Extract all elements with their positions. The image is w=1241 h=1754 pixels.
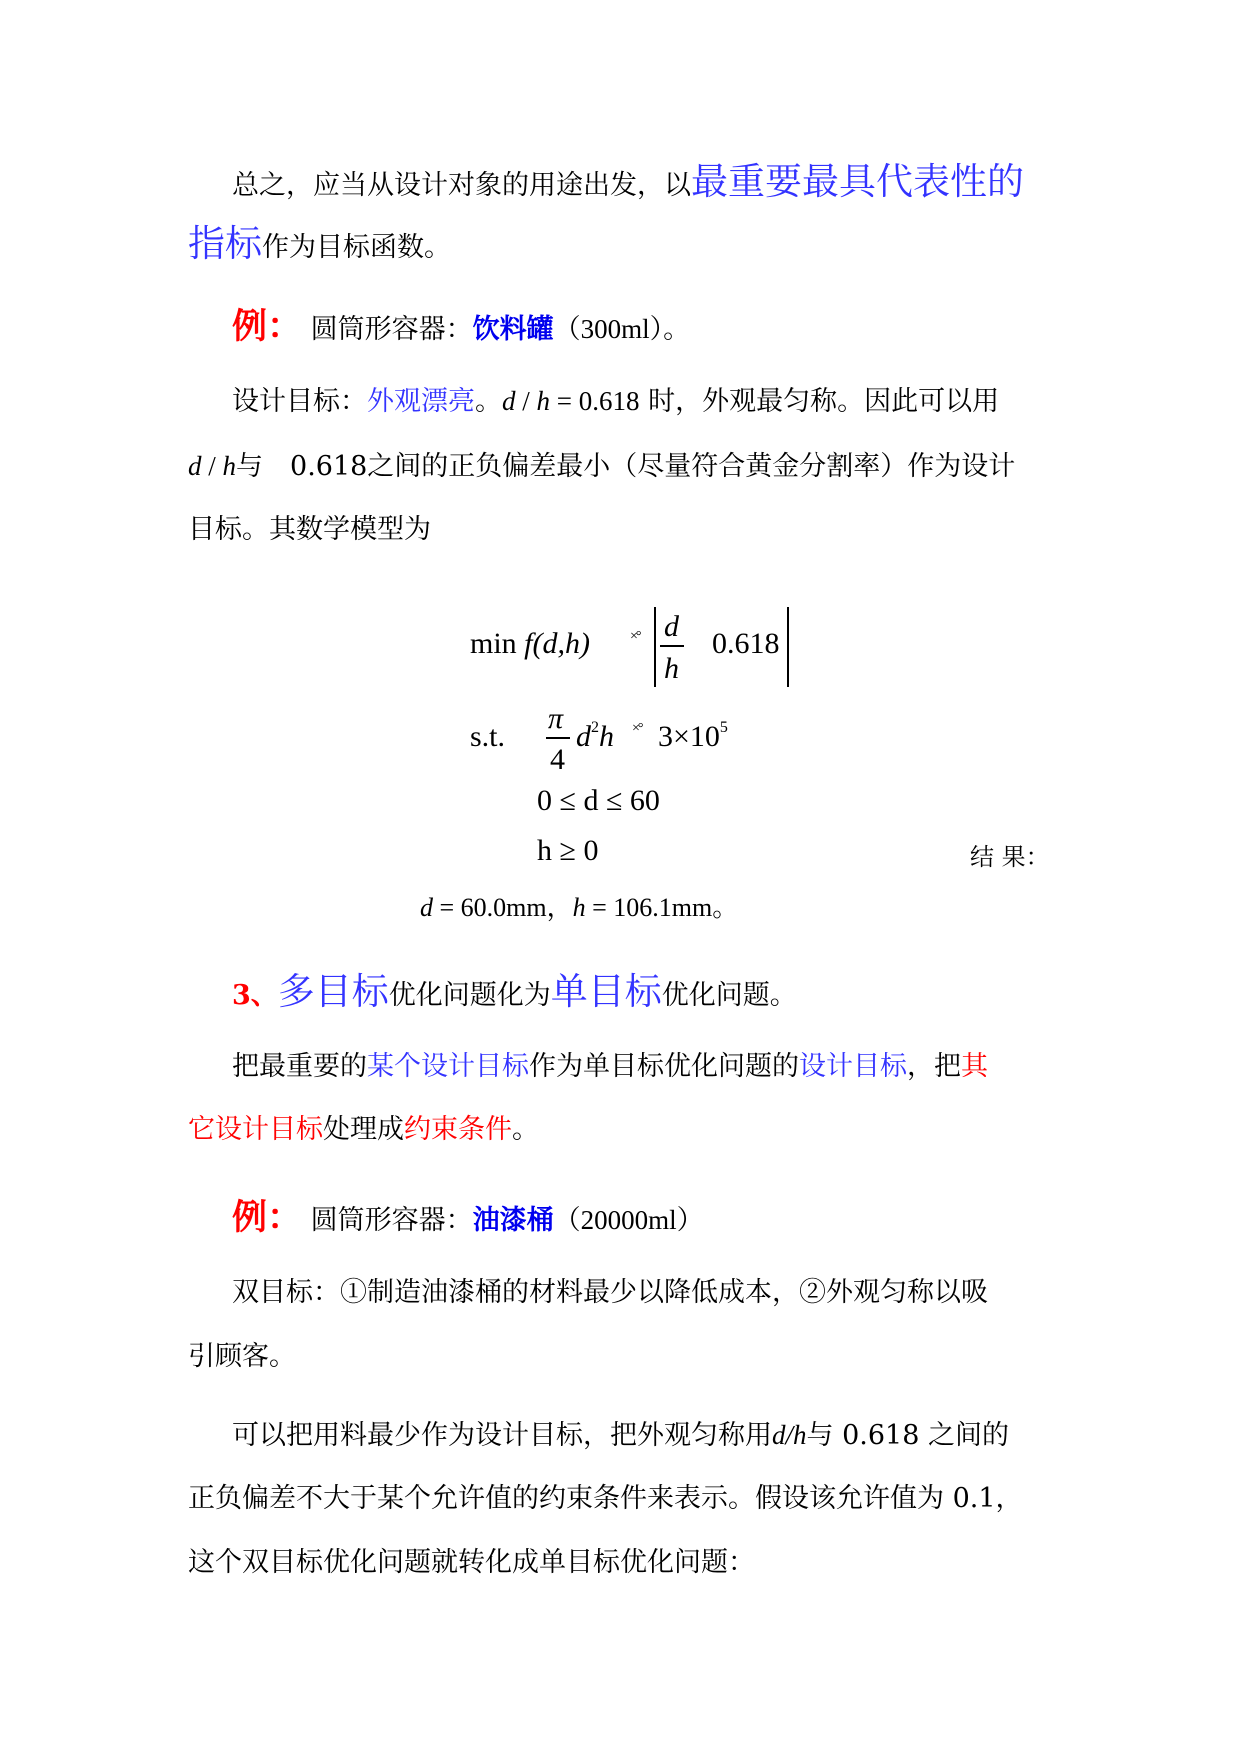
para-1-highlight-c: 指标 xyxy=(188,222,262,265)
section-3-single: 单目标 xyxy=(550,970,662,1013)
constraint-2: 0 ≤ d ≤ 60 xyxy=(537,784,660,817)
para-3-text-h: 处理成 xyxy=(323,1114,404,1145)
para-2-text-g: 目标。其数学模型为 xyxy=(188,514,431,545)
section-3-text-d: 优化问题。 xyxy=(661,980,797,1011)
para-3-highlight-d: 设计目标 xyxy=(799,1051,907,1082)
example-2-text-c: （20000ml） xyxy=(553,1205,704,1235)
example-2-line xyxy=(232,1197,704,1239)
para-2-text-e: 时，外观最匀称。因此可以用 xyxy=(639,386,1000,417)
para-2-var-h-2: h xyxy=(222,451,237,481)
para-2-eq: = 0.618 xyxy=(550,386,640,416)
constraint-1-rhs xyxy=(658,719,728,753)
para-3-red-i: 约束条件 xyxy=(404,1114,512,1145)
para-2-var-h: h xyxy=(536,386,551,416)
para-1-line-2 xyxy=(188,222,451,266)
fraction-bar-1 xyxy=(660,645,684,647)
section-3-number: 3、 xyxy=(232,980,278,1011)
result-label-text: 结 果： xyxy=(970,843,1050,871)
st-label: s.t. xyxy=(470,720,506,753)
constraint-1-rhs-value: 3×10 xyxy=(658,720,720,753)
para-2-var-d-2: d xyxy=(188,451,202,481)
para-2-var-d: d xyxy=(502,386,516,416)
para-5-text-b: 与 0.618 之间的 xyxy=(806,1420,1009,1451)
para-2-text-c: 。 xyxy=(475,386,502,417)
para-5-text-a: 可以把用料最少作为设计目标，把外观匀称用 xyxy=(232,1420,772,1451)
abs-bar-left xyxy=(654,607,656,687)
section-3-text-b: 优化问题化为 xyxy=(388,980,551,1011)
para-2-line-1 xyxy=(232,385,999,418)
para-3-line-2 xyxy=(188,1114,539,1146)
constraint-1-d: d xyxy=(576,720,591,753)
para-4-line-1 xyxy=(232,1277,988,1309)
frac-denominator-h: h xyxy=(664,652,679,685)
example-1-label: 例： xyxy=(232,306,303,347)
para-2-highlight-b: 外观漂亮 xyxy=(367,386,475,417)
para-1-text-a: 总之，应当从设计对象的用途出发，以 xyxy=(232,170,691,201)
result-values xyxy=(420,892,738,924)
para-2-text-f: 与 0.618之间的正负偏差最小（尽量符合黄金分割率）作为设计 xyxy=(236,451,1016,482)
frac-numerator-d: d xyxy=(664,610,679,643)
constraint-3: h ≥ 0 xyxy=(537,834,599,867)
para-3-text-c: 作为单目标优化问题的 xyxy=(529,1051,799,1082)
constraint-1-h: h xyxy=(599,720,614,753)
section-3-multi: 多目标 xyxy=(277,970,389,1013)
para-5-text-c: 正负偏差不大于某个允许值的约束条件来表示。假设该允许值为 0.1， xyxy=(188,1483,1023,1514)
min-keyword: min xyxy=(470,627,517,660)
example-2-label: 例： xyxy=(232,1197,303,1238)
para-2-line-3 xyxy=(188,514,431,546)
example-2-item: 油漆桶 xyxy=(472,1205,554,1236)
result-h-value: = 106.1mm。 xyxy=(585,893,739,922)
para-5-line-3 xyxy=(188,1547,755,1579)
para-1-highlight-b: 最重要最具代表性的 xyxy=(691,160,1024,203)
para-3-text-e: ，把 xyxy=(907,1051,961,1082)
para-5-text-d: 这个双目标优化问题就转化成单目标优化问题： xyxy=(188,1547,755,1578)
para-3-line-1 xyxy=(232,1051,988,1083)
frac-numerator-pi: π xyxy=(548,702,564,735)
para-2-line-2 xyxy=(188,450,1015,483)
example-1-text-c: （300ml）。 xyxy=(553,314,691,344)
para-5-dh: d/h xyxy=(772,1420,807,1450)
frac-denominator-4: 4 xyxy=(550,743,565,776)
para-4-text-b: 引顾客。 xyxy=(188,1341,296,1372)
para-2-slash: / xyxy=(515,386,537,416)
function-args: (d,h) xyxy=(532,627,590,660)
result-label xyxy=(970,843,1050,872)
para-5-line-2 xyxy=(188,1483,1023,1515)
example-1-line xyxy=(232,306,690,348)
result-d-var: d xyxy=(420,893,433,922)
para-5-line-1 xyxy=(232,1419,1009,1452)
abs-bar-right xyxy=(787,607,789,687)
para-2-text-a: 设计目标： xyxy=(232,386,367,417)
para-3-red-g: 它设计目标 xyxy=(188,1114,323,1145)
result-d-value: = 60.0mm， xyxy=(433,893,573,922)
para-3-text-a: 把最重要的 xyxy=(232,1051,367,1082)
constraint-1-exponent: 5 xyxy=(719,719,728,736)
para-4-line-2 xyxy=(188,1341,296,1373)
fraction-bar-2 xyxy=(546,737,570,739)
function-f: f xyxy=(524,627,533,660)
eq-symbol-2: ×° xyxy=(632,721,642,736)
para-3-highlight-b: 某个设计目标 xyxy=(367,1051,529,1082)
example-2-text-a: 圆筒形容器： xyxy=(310,1205,473,1236)
objective-lhs xyxy=(470,629,590,659)
para-1-text-d: 作为目标函数。 xyxy=(262,232,451,263)
para-1-line-1 xyxy=(232,160,1024,204)
para-4-text-a: 双目标：①制造油漆桶的材料最少以降低成本，②外观匀称以吸 xyxy=(232,1277,988,1308)
eq-symbol-1: ×° xyxy=(630,629,640,644)
constraint-1-lhs xyxy=(576,719,614,753)
para-3-text-j: 。 xyxy=(512,1114,539,1145)
section-3-heading xyxy=(232,970,797,1014)
constraint-1-square: 2 xyxy=(591,719,599,736)
example-1-text-a: 圆筒形容器： xyxy=(310,314,473,345)
para-2-slash-2: / xyxy=(201,451,223,481)
para-3-red-f: 其 xyxy=(961,1051,988,1082)
result-h-var: h xyxy=(572,893,586,922)
objective-value: 0.618 xyxy=(712,627,780,660)
example-1-item: 饮料罐 xyxy=(472,314,554,345)
